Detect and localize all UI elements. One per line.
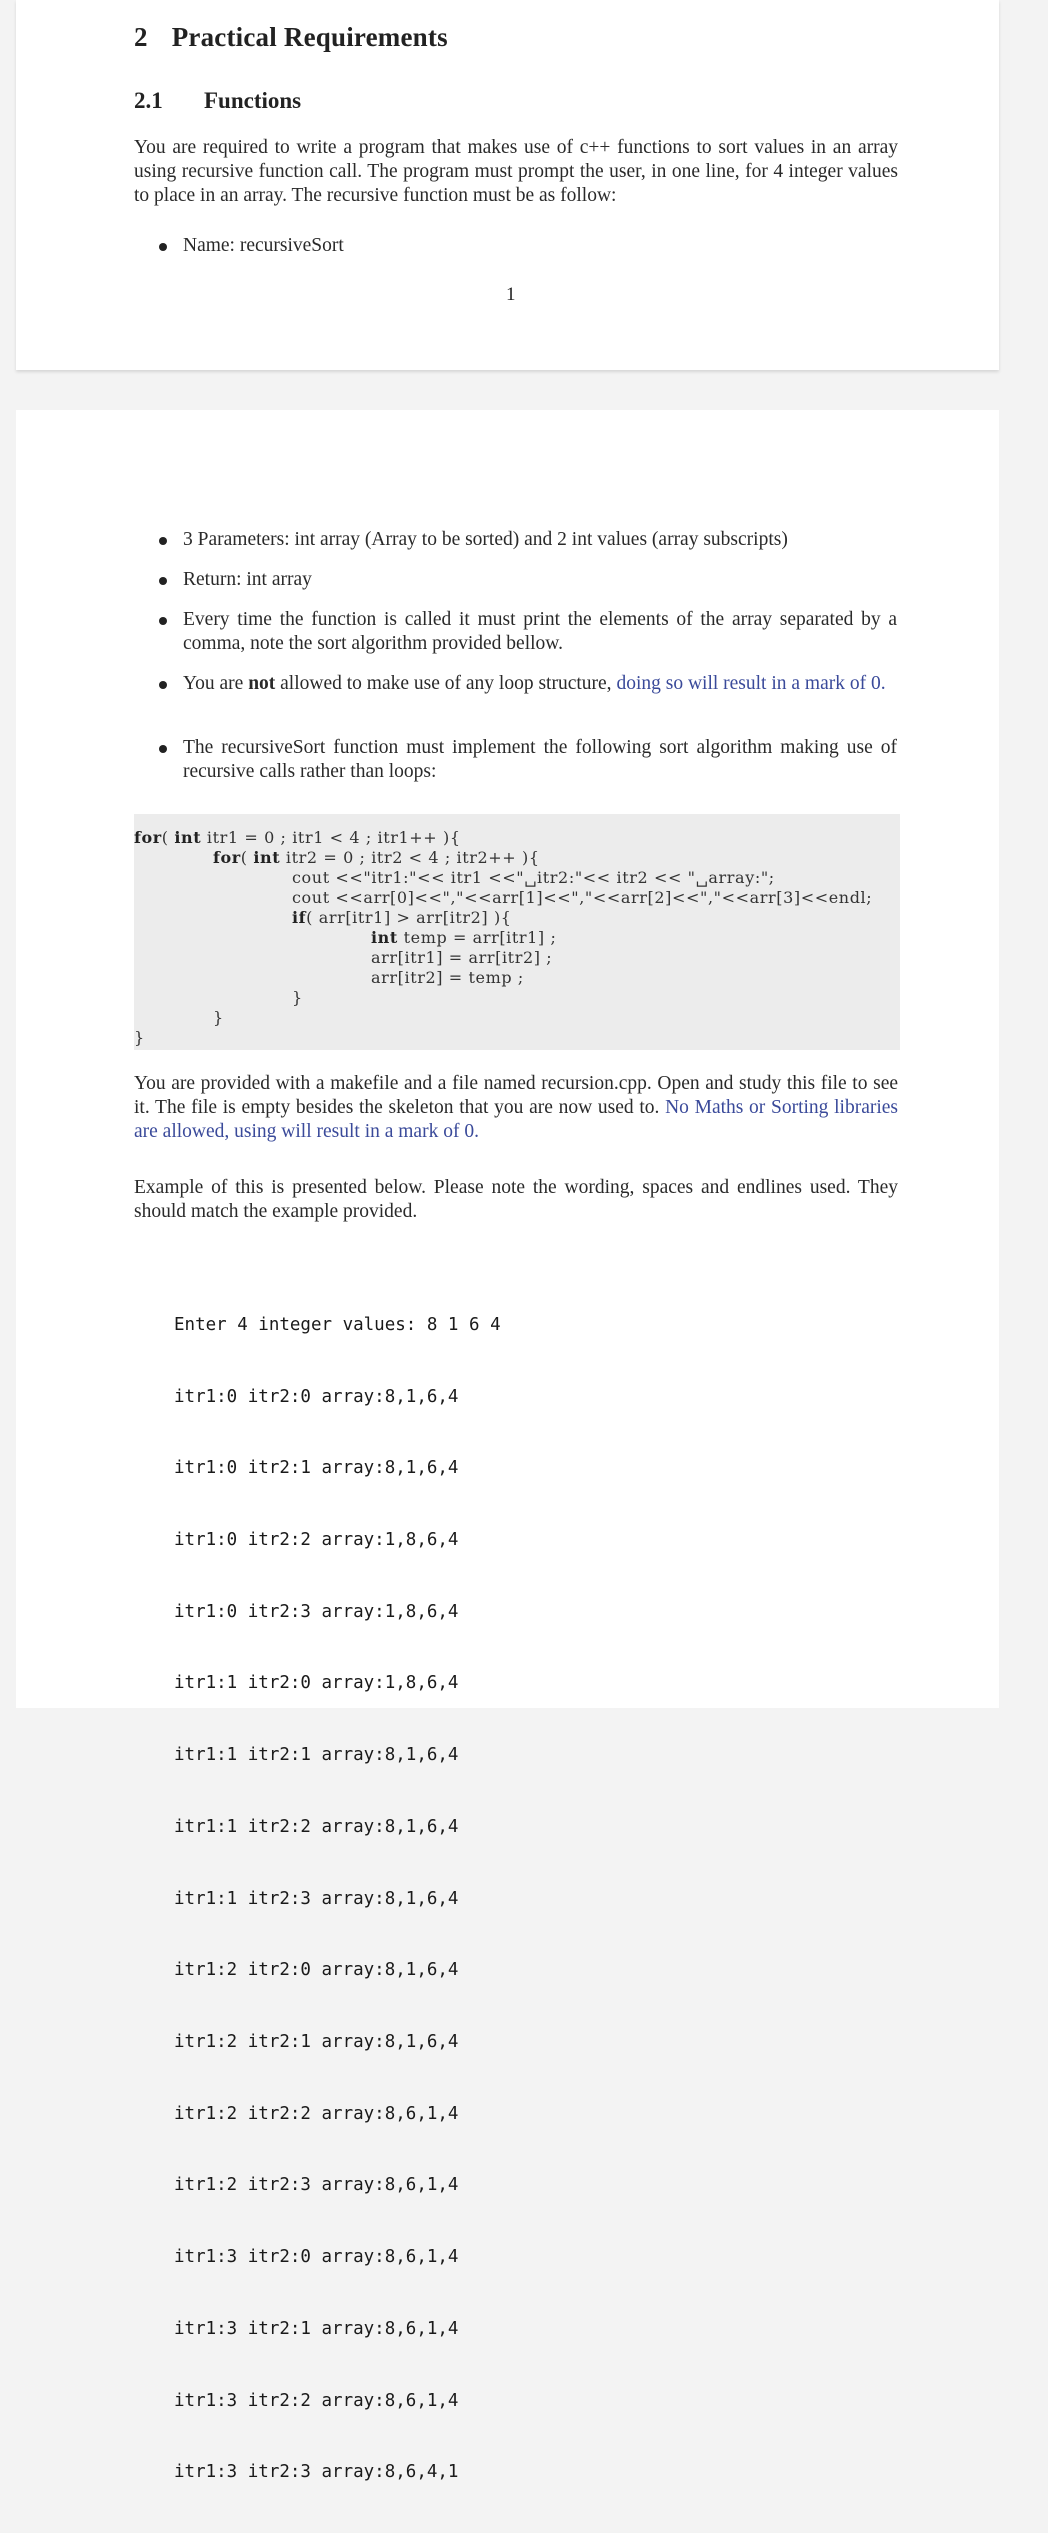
code-keyword: for <box>134 828 162 847</box>
code-keyword: int <box>371 928 398 947</box>
code-line-6 <box>371 928 556 947</box>
console-line: itr1:1 itr2:3 array:8,1,6,4 <box>174 1888 459 1909</box>
code-close-inner: } <box>292 988 303 1007</box>
example-paragraph: Example of this is presented below. Please note the wording, spaces and endlines used. They should match the example provided. <box>134 1177 898 1222</box>
bullet-item-no-loops <box>159 672 897 696</box>
bullet-text: Name: recursiveSort <box>183 235 344 256</box>
console-line: itr1:3 itr2:2 array:8,6,1,4 <box>174 2390 459 2411</box>
console-line: itr1:2 itr2:2 array:8,6,1,4 <box>174 2103 459 2124</box>
makefile-paragraph <box>134 1072 898 1144</box>
bullet-text-part: allowed to make use of any loop structure, <box>275 673 617 694</box>
bullet-item-return <box>159 568 897 592</box>
code-keyword: int <box>174 828 202 847</box>
console-line: itr1:2 itr2:0 array:8,1,6,4 <box>174 1960 459 1981</box>
subsection-heading <box>134 88 301 114</box>
console-line: itr1:1 itr2:2 array:8,1,6,4 <box>174 1816 459 1837</box>
bullet-text-warning: doing so will result in a mark of 0. <box>616 673 886 694</box>
code-close-middle: } <box>213 1008 224 1027</box>
subsection-title: Functions <box>204 88 302 113</box>
bullet-dot-icon <box>159 617 167 625</box>
code-keyword: if <box>292 908 307 927</box>
console-line: itr1:3 itr2:0 array:8,6,1,4 <box>174 2247 459 2268</box>
bullet-item-print <box>159 608 897 656</box>
code-text: ( <box>161 828 175 847</box>
code-keyword: for <box>213 848 241 867</box>
console-line: itr1:0 itr2:2 array:1,8,6,4 <box>174 1529 459 1550</box>
bullet-text <box>183 673 886 694</box>
intro-paragraph: You are required to write a program that makes use of c++ functions to sort values in an array using recursive function call. The program must prompt the user, in one line, for 4 integer values to place in an array. The recursive function must be as follow: <box>134 137 898 206</box>
bullet-text-part: You are <box>183 673 249 694</box>
section-heading <box>134 22 448 53</box>
console-line: itr1:2 itr2:3 array:8,6,1,4 <box>174 2175 459 2196</box>
document-page-1 <box>16 0 999 370</box>
console-line: itr1:0 itr2:3 array:1,8,6,4 <box>174 1601 459 1622</box>
paragraph-warning: No Maths or Sorting libraries are allowed, using will result in a mark of 0. <box>134 1097 899 1142</box>
console-line: itr1:2 itr2:1 array:8,1,6,4 <box>174 2032 459 2052</box>
code-line-1 <box>134 828 461 847</box>
section-number: 2 <box>134 22 148 52</box>
document-page-2 <box>16 410 999 2483</box>
code-listing <box>134 814 900 1050</box>
bullet-dot-icon <box>159 243 167 251</box>
bullet-text: Every time the function is called it must print the elements of the array separated by a comma, note the sort algorithm provided bellow. <box>183 609 897 654</box>
bullet-text: 3 Parameters: int array (Array to be sorted) and 2 int values (array subscripts) <box>183 529 788 550</box>
bullet-dot-icon <box>159 681 167 689</box>
code-line-7: arr[itr1] = arr[itr2] ; <box>371 948 553 967</box>
bullet-dot-icon <box>159 577 167 585</box>
subsection-number: 2.1 <box>134 88 163 113</box>
console-line: itr1:3 itr2:3 array:8,6,4,1 <box>174 2462 459 2483</box>
code-text: itr2 = 0 ; itr2 < 4 ; itr2++ ){ <box>280 848 540 867</box>
bullet-dot-icon <box>159 745 167 753</box>
bullet-text: Return: int array <box>183 569 312 590</box>
code-text: temp = arr[itr1] ; <box>397 928 557 947</box>
console-line: itr1:0 itr2:0 array:8,1,6,4 <box>174 1386 459 1407</box>
console-line: itr1:0 itr2:1 array:8,1,6,4 <box>174 1458 459 1479</box>
code-line-2 <box>213 848 540 867</box>
console-line: itr1:3 itr2:1 array:8,6,1,4 <box>174 2318 459 2339</box>
bullet-text-emphasis: not <box>248 673 276 694</box>
code-keyword: int <box>253 848 281 867</box>
bullet-dot-icon <box>159 537 167 545</box>
code-line-4: cout <<arr[0]<<","<<arr[1]<<","<<arr[2]<<","<<arr[3]<<endl; <box>292 888 873 907</box>
section-title: Practical Requirements <box>171 22 448 52</box>
bullet-item-algorithm <box>159 736 897 784</box>
bullet-item-name <box>159 234 897 258</box>
code-close-outer: } <box>134 1028 145 1047</box>
code-text: ( arr[itr1] > arr[itr2] ){ <box>306 908 512 927</box>
console-line: Enter 4 integer values: 8 1 6 4 <box>174 1314 501 1335</box>
console-output <box>174 1266 501 2533</box>
paragraph-text: You are provided with a makefile and a file named recursion.cpp. Open and study this file to see it. The file is empty besides the skeleton that you are now used to. <box>134 1073 898 1118</box>
code-text: itr1 = 0 ; itr1 < 4 ; itr1++ ){ <box>201 828 461 847</box>
code-line-3: cout <<"itr1:"<< itr1 <<"␣itr2:"<< itr2 << "␣array:"; <box>292 868 775 887</box>
page-number: 1 <box>506 284 516 305</box>
code-text: ( <box>240 848 254 867</box>
code-line-8: arr[itr2] = temp ; <box>371 968 524 987</box>
bullet-text: The recursiveSort function must implement the following sort algorithm making use of recursive calls rather than loops: <box>183 737 897 782</box>
bullet-item-parameters <box>159 528 897 552</box>
console-line: itr1:1 itr2:0 array:1,8,6,4 <box>174 1673 459 1694</box>
code-line-5 <box>292 908 512 927</box>
console-line: itr1:1 itr2:1 array:8,1,6,4 <box>174 1745 459 1766</box>
